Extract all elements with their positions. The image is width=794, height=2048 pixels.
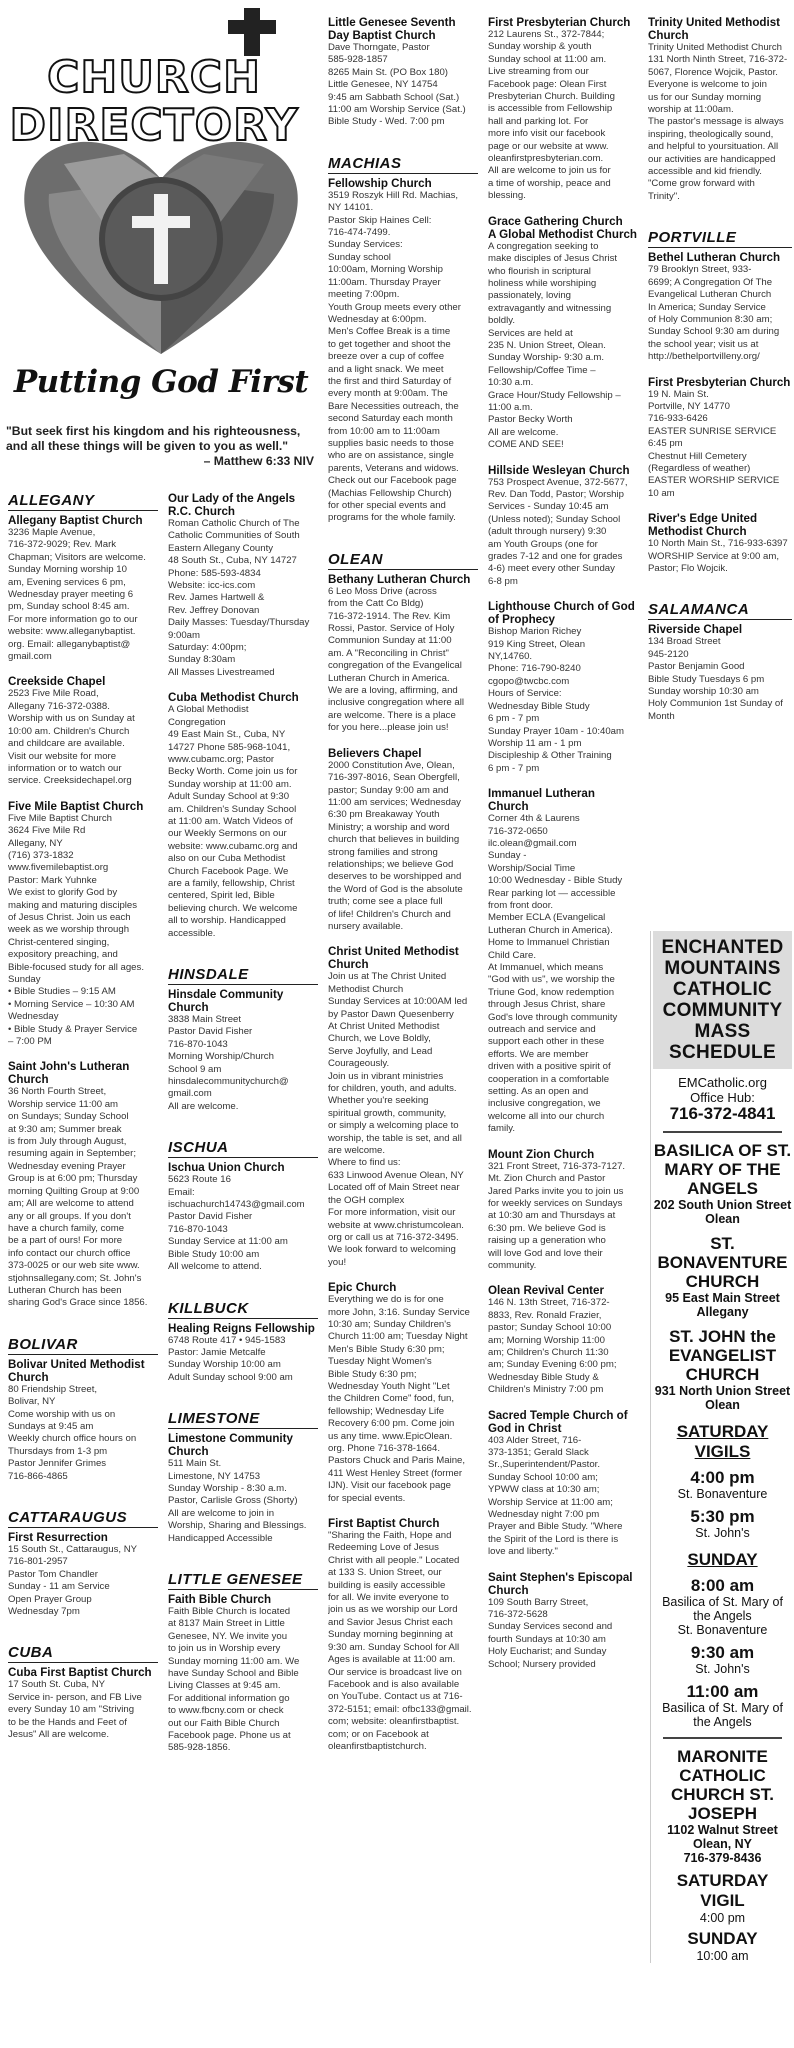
- section-heading: OLEAN: [328, 551, 478, 570]
- section-gap: [168, 1286, 318, 1300]
- section-gap: [328, 1765, 478, 1779]
- mass-time: 5:30 pm: [690, 1507, 755, 1526]
- mass-church-address: 95 East Main Street Allegany: [665, 1291, 780, 1319]
- column-1: [8, 492, 158, 2048]
- scripture-quote: [6, 424, 318, 469]
- church-details: 109 South Barry Street, 716-372-5628 Sunday Services second and fourth Sundays at 10:30 am Holy Eucharist; and Sunday School; Nursery provided: [488, 1596, 613, 1670]
- church-details: 2523 Five Mile Road, Allegany 716-372-0388. Worship with us on Sunday at 10:00 am. Children's Church and childcare are available. Visit our website for more information or to watch our service. Creeksidechapel.org: [8, 688, 135, 787]
- church-listing: [648, 376, 792, 501]
- church-listing: [648, 623, 792, 723]
- section-heading: HINSDALE: [168, 966, 318, 985]
- section-gap: [168, 1125, 318, 1139]
- directory-logo: [4, 4, 318, 414]
- church-listing: [8, 1531, 158, 1618]
- section-heading: BOLIVAR: [8, 1336, 158, 1355]
- section-heading: ISCHUA: [168, 1139, 318, 1158]
- mass-time: 9:30 am: [690, 1643, 755, 1662]
- section-heading: ALLEGANY: [8, 492, 158, 511]
- church-name: Hillside Wesleyan Church: [488, 463, 630, 477]
- church-details: A Global Methodist Congregation 49 East Main St., Cuba, NY 14727 Phone 585-968-1041, www.cubamc.org; Pastor Becky Worth. Come join us for Sunday worship at 11:00 am. Adult Sunday School at 9:30 am. Children's Sunday School at 11:00 am. Watch Videos of our Weekly Sermons on our website: www.cubamc.org and also on our Cuba Methodist Church Facebook Page. We are a family, fellowship, Christ centered, Spirit led, Bible believing church. We welcome all to worship. Handicapped accessible.: [168, 704, 298, 939]
- church-name: First Resurrection: [8, 1531, 108, 1544]
- church-name: Saint Stephen's Episcopal Church: [488, 1570, 633, 1597]
- church-details: 80 Friendship Street, Bolivar, NY Come worship with us on Sundays at 9:45 am Weekly church office hours on Thursdays from 1-3 pm Pastor Jennifer Grimes 716-866-4865: [8, 1383, 137, 1482]
- mass-church-list: [653, 1141, 792, 1412]
- sunday-heading: SUNDAY: [687, 1550, 758, 1569]
- section-heading: MACHIAS: [328, 155, 478, 174]
- mass-location: St. John's: [695, 1662, 750, 1676]
- mass-time: 4:00 pm: [690, 1468, 755, 1487]
- section-heading: KILLBUCK: [168, 1300, 318, 1319]
- church-name: Saint John's Lutheran Church: [8, 1060, 130, 1087]
- church-name: Olean Revival Center: [488, 1284, 604, 1298]
- church-listing: [488, 1148, 638, 1273]
- sunday-times: [653, 1576, 792, 1729]
- church-listing: [328, 573, 478, 735]
- church-details: 753 Prospect Avenue, 372-5677, Rev. Dan Todd, Pastor; Worship Services - Sunday 10:45 am (Unless noted); Sunday School (adult through nursery) 9:30 am Youth Groups (one for grades 7-12 and one for grades 4-6) meet every other Sunday 6-8 pm: [488, 476, 628, 587]
- church-name: First Presbyterian Church: [648, 375, 791, 389]
- church-name: Faith Bible Church: [168, 1592, 272, 1606]
- church-details: 3838 Main Street Pastor David Fisher 716-870-1043 Morning Worship/Church School 9 am hinsdalecommunitychurch@ gmail.com All are welcome.: [168, 1014, 289, 1112]
- church-name: Cuba Methodist Church: [168, 691, 299, 705]
- church-details: 3519 Roszyk Hill Rd. Machias, NY 14101. Pastor Skip Haines Cell: 716-474-7499. Sunday Services: Sunday school 10:00am, Morning Worship 11:00am. Thursday Prayer meeting 7:00pm. Youth Group meets every other Wednesday at 6:00pm. Men's Coffee Break is a time to get together and shoot the breeze over a cup of coffee and a light snack. We meet the first and third Saturday of every month at 9:00am. The Bare Necessities outreach, the second Saturday each month from 10:00 am to 11:00am supplies basic needs to those who are on assistance, single parents, Veterans and widows. Check out our Facebook page (Machias Fellowship Church) for other special events and programs for the whole family.: [328, 189, 461, 524]
- church-details: 6748 Route 417 • 945-1583 Pastor: Jamie Metcalfe Sunday Worship 10:00 am Adult Sunday school 9:00 am: [168, 1334, 293, 1383]
- divider: [663, 1131, 782, 1133]
- church-details: Join us at The Christ United Methodist Church Sunday Services at 10:00AM led by Pastor Dawn Quesenberry At Christ United Methodist Church, we Love Boldly, Serve Joyfully, and Lead Courageously. Join us in vibrant ministries for children, youth, and adults. Whether you're seeking spiritual growth, community, or simply a welcoming place to worship, the table is set, and all are welcome. Where to find us: 633 Linwood Avenue Olean, NY Located off of Main Street near the OGH complex For more information, visit our website at www.christumcolean. org or call us at 716-372-3495. We look forward to welcoming you!: [328, 971, 468, 1268]
- church-details: 511 Main St. Limestone, NY 14753 Sunday Worship - 8:30 a.m. Pastor, Carlisle Gross (Shorty) All are welcome to join in Worship, Sharing and Blessings. Handicapped Accessible: [168, 1458, 307, 1544]
- slogan: Putting God First: [13, 364, 309, 400]
- church-listing: [168, 691, 318, 940]
- church-details: Trinity United Methodist Church 131 North Ninth Street, 716-372- 5067, Florence Wojcik, Pastor. Everyone is welcome to join us for our Sunday morning worship at 11:00am. The pastor's message is always inspiring, theologically sound, and helpful to yoursituation. All our activities are handicapped accessible and kid friendly. "Come grow forward with Trinity".: [648, 42, 788, 202]
- church-details: 3236 Maple Avenue, 716-372-9029; Rev. Mark Chapman; Visitors are welcome. Sunday Morning worship 10 am, Evening services 6 pm, Wednesday prayer meeting 6 pm, Sunday school 8:45 am. For more information go to our website: www.alleganybaptist. org. Email: alleganybaptist@ gmail.com: [8, 527, 146, 663]
- church-listing: [168, 988, 318, 1113]
- church-name: Hinsdale Community Church: [168, 988, 284, 1014]
- church-details: 10 North Main St., 716-933-6397 WORSHIP Service at 9:00 am, Pastor; Flo Wojcik.: [648, 538, 788, 574]
- church-name: Fellowship Church: [328, 176, 432, 190]
- section-heading: PORTVILLE: [648, 229, 792, 248]
- church-listing: [168, 1322, 318, 1385]
- mass-time: 8:00 am: [690, 1576, 755, 1595]
- church-details: 5623 Route 16 Email: ischuachurch14743@gmail.com Pastor David Fisher 716-870-1043 Sunday Service at 11:00 am Bible Study 10:00 am All welcome to attend.: [168, 1174, 305, 1273]
- church-name: Believers Chapel: [328, 746, 422, 760]
- section-gap: [648, 215, 792, 229]
- logo-title-line2: DIRECTORY: [9, 100, 299, 151]
- mass-location: Basilica of St. Mary of the Angels: [662, 1701, 783, 1729]
- saturday-heading: SATURDAY VIGILS: [676, 1422, 769, 1461]
- church-listing: [488, 1409, 638, 1559]
- church-details: Everything we do is for one more John, 3:16. Sunday Service 10:30 am; Sunday Children's Church 11:00 am; Tuesday Night Men's Bible Study 6:30 pm; Tuesday Night Women's Bible Study 6:30 pm; Wednesday Youth Night "Let the Children Come" food, fun, fellowship; Wednesday Life Recovery 6:00 pm. Come join us any time. www.EpicOlean. org. Phone 716-378-1664. Pastors Chuck and Paris Maine, 411 West Henley Street (former IJN). Visit our facebook page for special events.: [328, 1294, 470, 1504]
- section-gap: [328, 141, 478, 155]
- church-listing: [648, 251, 792, 363]
- church-name: River's Edge United Methodist Church: [648, 512, 758, 539]
- mass-church-name: ST. JOHN the EVANGELIST CHURCH: [668, 1327, 777, 1384]
- church-listing: [328, 945, 478, 1269]
- church-details: Dave Thorngate, Pastor 585-928-1857 8265 Main St. (PO Box 180) Little Genesee, NY 14754 9:45 am Sabbath School (Sat.) 11:00 am Worship Service (Sat.) Bible Study - Wed. 7:00 pm: [328, 42, 466, 128]
- church-listing: [488, 1284, 638, 1396]
- church-listing: [168, 1593, 318, 1755]
- section-gap: [168, 1557, 318, 1571]
- church-name: First Baptist Church: [328, 1517, 440, 1531]
- church-details: 36 North Fourth Street, Worship service 11:00 am on Sundays; Sunday School at 9:30 am; Summer break is from July through August, resuming again in September; Wednesday evening Prayer Group is at 6:00 pm; Thursday morning Quilting Group at 9:00 am; All are welcome to attend any or all groups. If you don't have a church family, come be a part of ours! For more info contact our church office 373-0025 or our web site www. stjohnsallegany.com; St. John's Lutheran Church has been sharing God's Grace since 1856.: [8, 1086, 148, 1309]
- church-details: Bishop Marion Richey 919 King Street, Olean NY,14760. Phone: 716-790-8240 cgopo@twcbc.com Hours of Service: Wednesday Bible Study 6 pm - 7 pm Sunday Prayer 10am - 10:40am Worship 11 am - 1 pm Discipleship & Other Training 6 pm - 7 pm: [488, 626, 624, 774]
- column-2: [168, 492, 318, 2048]
- mass-location: St. John's: [695, 1526, 750, 1540]
- church-details: 17 South St. Cuba, NY Service in- person, and FB Live every Sunday 10 am "Striving to be the Hands and Feet of Jesus" All are welcome.: [8, 1679, 142, 1741]
- church-details: 2000 Constitution Ave, Olean, 716-397-8016, Sean Obergfell, pastor; Sunday 9:00 am and 11:00 am services; Wednesday 6:30 pm Breakaway Youth Ministry; a worship and word church that believes in building strong families and strong relationships; we believe God deserves to be worshipped and the Word of God is the absolute truth; come see a place full of life! Children's Church and nursery available.: [328, 759, 463, 932]
- church-name: Bethel Lutheran Church: [648, 251, 781, 265]
- mass-location: Basilica of St. Mary of the Angels St. Bonaventure: [662, 1595, 783, 1637]
- column-3: [328, 16, 478, 2048]
- church-listing: [8, 675, 158, 787]
- church-name: Little Genesee Seventh Day Baptist Church: [328, 16, 456, 42]
- church-listing: [168, 1161, 318, 1273]
- church-name: Grace Gathering Church A Global Methodist Church: [488, 214, 637, 241]
- church-name: Bolivar United Methodist Church: [8, 1357, 145, 1384]
- church-name: Five Mile Baptist Church: [8, 799, 144, 813]
- section-gap: [168, 952, 318, 966]
- logo-title-line1: CHURCH: [47, 52, 261, 103]
- mass-church-name: ST. BONAVENTURE CHURCH: [657, 1234, 788, 1291]
- church-listing: [488, 600, 638, 775]
- section-heading: LITTLE GENESEE: [168, 1571, 318, 1590]
- section-gap: [168, 1396, 318, 1410]
- column-5: [648, 16, 792, 931]
- section-heading: CUBA: [8, 1644, 158, 1663]
- church-listing: [328, 1517, 478, 1753]
- church-details: 19 N. Main St. Portville, NY 14770 716-933-6426 EASTER SUNRISE SERVICE 6:45 pm Chestnut Hill Cemetery (Regardless of weather) EASTER WORSHIP SERVICE 10 am: [648, 388, 780, 499]
- mass-schedule: [650, 931, 792, 1963]
- church-details: 321 Front Street, 716-373-7127. Mt. Zion Church and Pastor Jared Parks invite you to join us for weekly services on Sundays at 10:30 am and Thursdays at 6:30 pm. We believe God is raising up a generation who will love God and love their community.: [488, 1160, 626, 1271]
- mass-time: 11:00 am: [686, 1682, 759, 1701]
- section-heading: LIMESTONE: [168, 1410, 318, 1429]
- section-gap: [8, 1322, 158, 1336]
- church-listing: [8, 1060, 158, 1309]
- church-details: 146 N. 13th Street, 716-372- 8833, Rev. Ronald Frazier, pastor; Sunday School 10:00 am; Morning Worship 11:00 am; Children's Church 11:30 am; Sunday Evening 6:00 pm; Wednesday Bible Study & Children's Ministry 7:00 pm: [488, 1297, 617, 1396]
- maronite-sun-time: 10:00 am: [696, 1949, 749, 1963]
- church-listing: [8, 1358, 158, 1483]
- mass-church-name: BASILICA OF ST. MARY OF THE ANGELS: [653, 1141, 792, 1198]
- mass-schedule-title: ENCHANTED MOUNTAINS CATHOLIC COMMUNITY MASS SCHEDULE: [653, 931, 792, 1069]
- church-details: A congregation seeking to make disciples of Jesus Christ who flourish in scriptural holiness while worshiping passionately, loving extravagantly and witnessing boldly. Services are held at 235 N. Union Street, Olean. Sunday Worship- 9:30 a.m. Fellowship/Coffee Time – 10:30 a.m. Grace Hour/Study Fellowship – 11:00 a.m. Pastor Becky Worth All are welcome. COME AND SEE!: [488, 240, 621, 451]
- church-listing: [488, 464, 638, 589]
- section-gap: [648, 735, 792, 749]
- church-name: First Presbyterian Church: [488, 16, 631, 29]
- church-name: Trinity United Methodist Church: [648, 16, 781, 42]
- column-4: [488, 16, 638, 2048]
- church-name: Lighthouse Church of God of Prophecy: [488, 600, 635, 627]
- section-heading: SALAMANCA: [648, 601, 792, 620]
- church-details: 15 South St., Cattaraugus, NY 716-801-2957 Pastor Tom Chandler Sunday - 11 am Service Open Prayer Group Wednesday 7pm: [8, 1544, 138, 1618]
- church-name: Sacred Temple Church of God in Christ: [488, 1408, 628, 1435]
- quote-text: "But seek first his kingdom and his righteousness, and all these things will be given to you as well.": [6, 424, 301, 453]
- church-details: 212 Laurens St., 372-7844; Sunday worship & youth Sunday school at 11:00 am. Live streaming from our Facebook page: Olean First Presbyterian Church. Building is accessible from Fellowship hall and parking lot. For more info visit our facebook page or our website at www. oleanfirstpresbyterian.com. All are welcome to join us for a time of worship, peace and blessing.: [488, 29, 615, 202]
- church-name: Creekside Chapel: [8, 675, 106, 689]
- church-details: "Sharing the Faith, Hope and Redeeming Love of Jesus Christ with all people." Located at 133 S. Union Street, our building is easily accessible for all. We invite everyone to join us as we worship our Lord and Savior Jesus Christ each Sunday morning beginning at 9:30 am. Sunday School for All Ages is available at 11:00 am. Our service is broadcast live on Facebook and is also available on YouTube. Contact us at 716- 372-5151; email: ofbc133@gmail. com; website: oleanfirstbaptist. com; or on Facebook at oleanfirstbaptistchurch.: [328, 1530, 472, 1752]
- maronite-address: 1102 Walnut Street Olean, NY 716-379-8436: [667, 1823, 778, 1865]
- church-details: Roman Catholic Church of The Catholic Communities of South Eastern Allegany County 48 South St., Cuba, NY 14727 Phone: 585-593-4834 Website: icc-ics.com Rev. James Hartwell & Rev. Jeffrey Donovan Daily Masses: Tuesday/Thursday 9:00am Saturday: 4:00pm; Sunday 8:30am All Masses Livestreamed: [168, 518, 310, 678]
- church-name: Cuba First Baptist Church: [8, 1666, 152, 1680]
- church-listing: [488, 215, 638, 452]
- church-name: Mount Zion Church: [488, 1147, 595, 1161]
- church-listing: [8, 800, 158, 1049]
- section-gap: [488, 1683, 638, 1697]
- church-details: Corner 4th & Laurens 716-372-0650 ilc.olean@gmail.com Sunday - Worship/Social Time 10:00 Wednesday - Bible Study Rear parking lot — accessible from front door. Member ECLA (Evangelical Lutheran Church in America). Home to Immanuel Christian Child Care. At Immanuel, which means "God with us", we worship the Triune God, know redemption through Jesus Christ, share God's love through community outreach and service and support each other in these efforts. We are member driven with a positive spirit of cooperation in a comfortable setting. As an open and inclusive congregation, we welcome all into our church family.: [488, 813, 623, 1135]
- section-gap: [328, 537, 478, 551]
- church-name: Limestone Community Church: [168, 1432, 293, 1459]
- church-name: Bethany Lutheran Church: [328, 572, 471, 586]
- church-listing: [168, 1432, 318, 1545]
- church-name: Immanuel Lutheran Church: [488, 787, 595, 814]
- maronite-sat-heading: SATURDAY VIGIL: [676, 1871, 769, 1910]
- church-name: Healing Reigns Fellowship: [168, 1321, 315, 1335]
- section-heading: CATTARAUGUS: [8, 1509, 158, 1528]
- church-listing: [328, 16, 478, 129]
- mass-website: EMCatholic.org: [678, 1075, 767, 1090]
- church-listing: [328, 1281, 478, 1505]
- maronite-sat-time: 4:00 pm: [699, 1911, 746, 1925]
- mass-church-address: 931 North Union Street Olean: [654, 1384, 791, 1412]
- church-listing: [8, 1666, 158, 1741]
- mass-office-label: Office Hub:: [690, 1090, 755, 1105]
- church-details: 79 Brooklyn Street, 933- 6699; A Congregation Of The Evangelical Lutheran Church In America; Sunday Service of Holy Communion 8:30 am; Sunday School 9:30 am during the school year; visit us at http://bethelportvilleny.org/: [648, 264, 780, 363]
- mass-office-phone: 716-372-4841: [669, 1104, 776, 1123]
- mass-location: St. Bonaventure: [677, 1487, 768, 1501]
- church-details: 6 Leo Moss Drive (across from the Catt Co Bldg) 716-372-1914. The Rev. Kim Rossi, Pastor. Service of Holy Communion Sunday at 11:00 am. A "Reconciling in Christ" congregation of the Evangelical Lutheran Church in America. We are a loving, affirming, and inclusive congregation where all are welcome. There is a place for you here...please join us!: [328, 585, 464, 734]
- church-name: Ischua Union Church: [168, 1161, 285, 1175]
- church-listing: [328, 177, 478, 525]
- mass-church-address: 202 South Union Street Olean: [653, 1198, 792, 1226]
- section-gap: [648, 587, 792, 601]
- church-name: Epic Church: [328, 1281, 397, 1295]
- section-gap: [8, 1630, 158, 1644]
- church-details: Five Mile Baptist Church 3624 Five Mile Rd Allegany, NY (716) 373-1832 www.fivemilebaptist.org Pastor: Mark Yuhnke We exist to glorify God by making and maturing disciples of Jesus Christ. Join us each week as we worship through Christ-centered singing, expository preaching, and Bible-focused study for all ages. Sunday • Bible Studies – 9:15 AM • Morning Service – 10:30 AM Wednesday • Bible Study & Prayer Service – 7:00 PM: [8, 812, 144, 1048]
- section-gap: [8, 1495, 158, 1509]
- maronite-sun-heading: SUNDAY: [687, 1929, 758, 1948]
- church-listing: [488, 1571, 638, 1671]
- church-listing: [648, 16, 792, 203]
- church-listing: [8, 514, 158, 663]
- church-name: Riverside Chapel: [648, 623, 743, 637]
- church-listing: [328, 747, 478, 934]
- church-details: Faith Bible Church is located at 8137 Main Street in Little Genesee, NY. We invite you to join us in Worship every Sunday morning 11:00 am. We have Sunday School and Bible Living Classes at 9:45 am. For additional information go to www.fbcny.com or check out our Faith Bible Church Facebook page. Phone us at 585-928-1856.: [168, 1605, 300, 1754]
- maronite-name: MARONITE CATHOLIC CHURCH ST. JOSEPH: [671, 1747, 774, 1823]
- church-listing: [648, 512, 792, 575]
- saturday-times: [653, 1468, 792, 1540]
- section-gap: [8, 1753, 158, 1767]
- church-listing: [488, 16, 638, 203]
- quote-source: – Matthew 6:33 NIV: [203, 454, 314, 468]
- church-listing: [168, 492, 318, 679]
- church-listing: [488, 787, 638, 1136]
- section-gap: [168, 1767, 318, 1781]
- church-details: 403 Alder Street, 716- 373-1351; Gerald Slack Sr.,Superintendent/Pastor. Sunday School 10:00 am; YPWW class at 10:30 am; Worship Service at 11:00 am; Wednesday night 7:00 pm Prayer and Bible Study. "Where the Spirit of the Lord is there is love and liberty.": [488, 1434, 623, 1558]
- church-name: Allegany Baptist Church: [8, 514, 143, 527]
- divider: [663, 1737, 782, 1739]
- church-details: 134 Broad Street 945-2120 Pastor Benjamin Good Bible Study Tuesdays 6 pm Sunday worship 10:30 am Holy Communion 1st Sunday of Month: [648, 636, 783, 722]
- church-name: Christ United Methodist Church: [328, 945, 459, 972]
- church-name: Our Lady of the Angels R.C. Church: [168, 492, 296, 518]
